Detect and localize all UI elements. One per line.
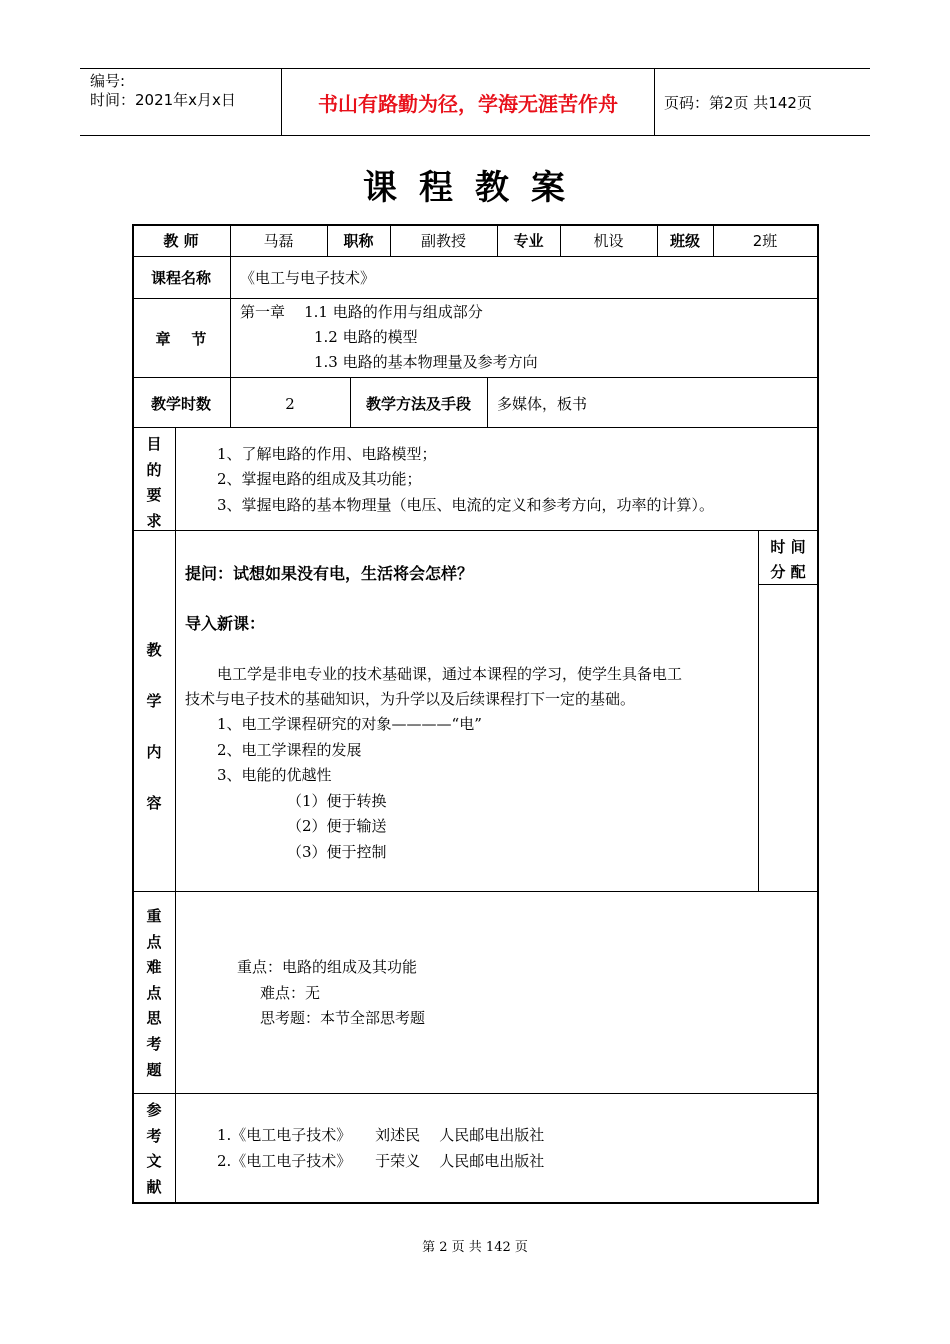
key-point: 重点：电路的组成及其功能 (237, 958, 418, 976)
table-border-bottom (132, 1202, 819, 1204)
page-info: 页码：第2页 共142页 (664, 94, 812, 112)
intro-paragraph: 技术与电子技术的基础知识，为升学以及后续课程打下一定的基础。 (185, 690, 636, 708)
teacher-label: 教 师 (163, 232, 199, 250)
date-label: 时间：2021年x月x日 (90, 91, 236, 109)
col-divider (487, 377, 488, 427)
chapter-label: 章 节 (155, 330, 207, 348)
header-divider (654, 68, 655, 135)
objectives-label: 目 的 要 求 (146, 435, 162, 530)
row-divider (132, 891, 818, 892)
method-value: 多媒体，板书 (497, 395, 588, 413)
reference-item: 2.《电工电子技术》 于荣义 人民邮电出版社 (217, 1152, 545, 1170)
row-divider (132, 530, 818, 531)
question: 提问：试想如果没有电，生活将会怎样？ (185, 564, 474, 583)
row-divider (132, 256, 818, 257)
chapter-line: 第一章 1.1 电路的作用与组成部分 (240, 303, 483, 321)
code-label: 编号: (90, 72, 126, 90)
references-label: 参 考 文 献 (146, 1101, 162, 1196)
content-subitem: （1）便于转换 (287, 792, 387, 810)
thinking-questions: 思考题：本节全部思考题 (260, 1009, 426, 1027)
time-allocation-label: 时 间 分 配 (770, 538, 806, 581)
keypoints-label: 重 点 难 点 思 考 题 (146, 907, 162, 1079)
major-value: 机设 (593, 232, 624, 250)
content-item: 2、电工学课程的发展 (217, 741, 362, 759)
objective-item: 1、了解电路的作用、电路模型； (217, 445, 437, 463)
header-bottom-rule (80, 135, 870, 136)
content-item: 3、电能的优越性 (217, 766, 332, 784)
class-label: 班级 (669, 232, 700, 250)
row-divider (132, 427, 818, 428)
intro-paragraph: 电工学是非电专业的技术基础课，通过本课程的学习，使学生具备电工 (217, 665, 683, 683)
content-item: 1、电工学课程研究的对象————“电” (217, 715, 482, 733)
header-top-rule (80, 68, 870, 69)
course-value: 《电工与电子技术》 (240, 269, 376, 287)
row-divider (132, 298, 818, 299)
teacher-name: 马磊 (263, 232, 294, 250)
table-border-right (817, 224, 819, 1204)
intro-title: 导入新课： (185, 614, 266, 633)
row-divider (132, 1093, 818, 1094)
content-subitem: （3）便于控制 (287, 843, 387, 861)
table-border-top (132, 224, 819, 226)
hours-label: 教学时数 (150, 395, 211, 413)
page-title: 课程教案 (363, 168, 587, 208)
content-label: 教 学 内 容 (146, 641, 162, 812)
content-subitem: （2）便于输送 (287, 817, 387, 835)
objective-item: 3、掌握电路的基本物理量（电压、电流的定义和参考方向，功率的计算）。 (217, 496, 715, 514)
rank-value: 副教授 (420, 232, 466, 250)
course-label: 课程名称 (150, 269, 211, 287)
reference-item: 1.《电工电子技术》 刘述民 人民邮电出版社 (217, 1126, 545, 1144)
chapter-line: 1.3 电路的基本物理量及参考方向 (314, 353, 538, 371)
major-label: 专业 (513, 232, 544, 250)
col-divider (175, 427, 176, 1203)
method-label: 教学方法及手段 (365, 395, 471, 413)
rank-label: 职称 (343, 232, 374, 250)
difficulty: 难点：无 (260, 984, 321, 1002)
page-footer: 第 2 页 共 142 页 (422, 1240, 528, 1255)
chapter-line: 1.2 电路的模型 (314, 328, 418, 346)
objective-item: 2、掌握电路的组成及其功能； (217, 470, 422, 488)
motto: 书山有路勤为径，学海无涯苦作舟 (318, 92, 618, 116)
row-divider (132, 377, 818, 378)
class-value: 2班 (752, 232, 778, 250)
hours-value: 2 (285, 395, 295, 413)
